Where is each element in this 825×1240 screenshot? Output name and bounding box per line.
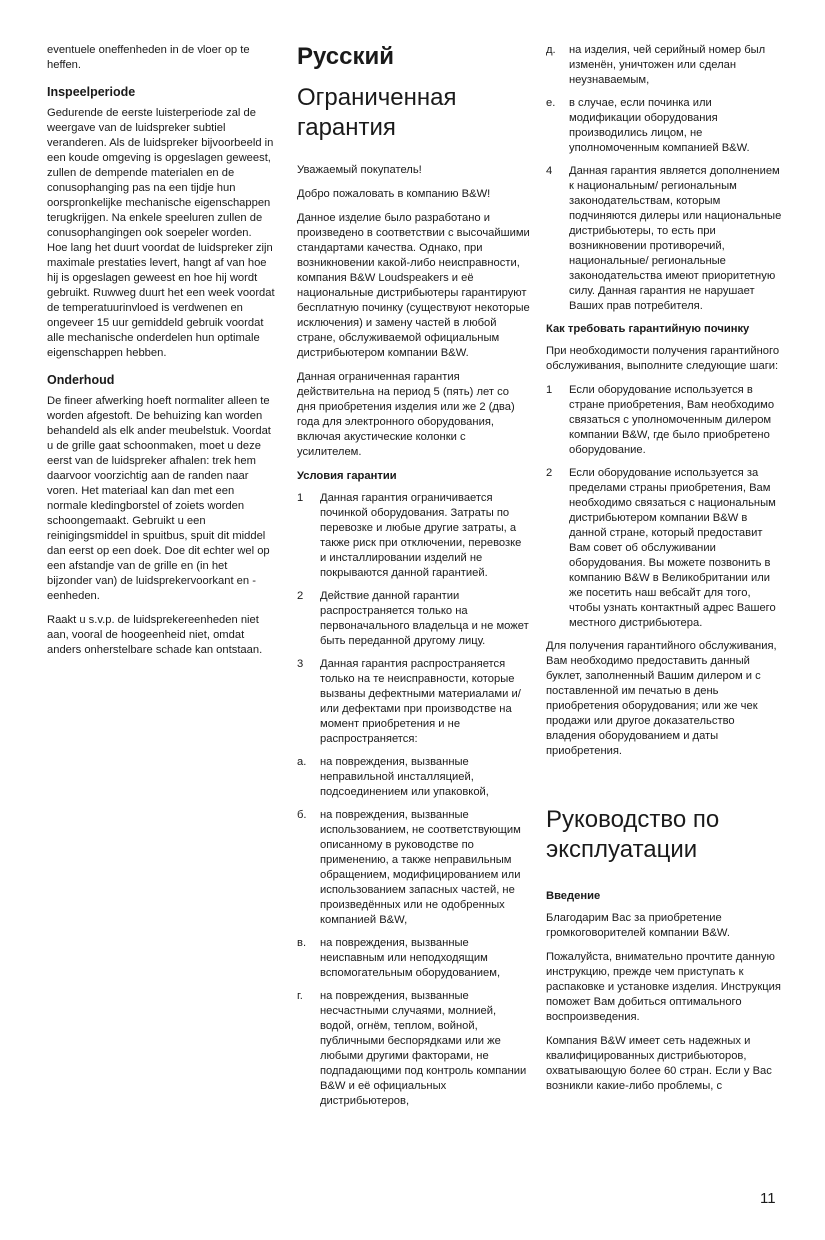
greeting-paragraph: Уважаемый покупатель! — [297, 164, 422, 176]
list-item: 1 Если оборудование используется в стране приобретения, Вам необходимо связаться с уполномоченным дилером компании B&W, где было приобретено оборудование. — [546, 384, 775, 456]
list-item: 3 Данная гарантия распространяется только на те неисправности, которые вызваны дефектными материалами и/или дефектами при производстве на момент приобретения и не распространяется: — [297, 658, 521, 745]
list-item: а. на повреждения, вызванные неправильной инсталляцией, подсоединением или упаковкой, — [297, 756, 489, 798]
warranty-intro-paragraph: Данное изделие было разработано и произведено в соответствии с высочайшими стандартами качества. Однако, при возникновении какой-либо неисправности, компания B&W Loudspeakers и её национальные дистрибьютеры гарантируют бесплатную починку (существуют некоторые исключения) и замену частей в любой стране, обслуживаемой официальным дистрибьютером компании B&W. — [297, 212, 530, 359]
paragraph-inspeelperiode: Gedurende de eerste luisterperiode zal de weergave van de luidspreker subtiel veranderen. Als de luidspreker bijvoorbeeld in een koude omgeving is opgeslagen geweest, zullen de dempende materialen en de conusophanging pas na een tijdje hun oorspronkelijke mechanische eigenschappen terugkrijgen. Na enkele speeluren zullen de conusophangingen ook soepeler worden. Hoe lang het duurt voordat de luidspreker zijn maximale prestaties levert, hangt af van hoe hij is opgeslagen geweest en hoe hij wordt gebruikt. Ruwweg duurt het een week voordat de temperatuurinvloed is verdwenen en ongeveer 15 uur gemiddeld gebruik voordat alle mechanische onderdelen hun optimale eigenschappen hebben. — [47, 107, 275, 359]
list-item: 1 Данная гарантия ограничивается починкой оборудования. Затраты по перевозке и любые другие затраты, а также риск при отключении, перевозке и инсталлировании изделий не покрываются данной гарантией. — [297, 492, 522, 579]
heading-warranty-claim: Как требовать гарантийную починку — [546, 323, 750, 335]
list-item: г. на повреждения, вызванные несчастными случаями, молнией, водой, огнём, теплом, войной, публичными беспорядками или же любыми другими факторами, не подпадающими под контроль компании B&W и её официальных дистрибьютеров, — [297, 990, 527, 1107]
service-paragraph: Для получения гарантийного обслуживания, Вам необходимо предоставить данный буклет, заполненный Вашим дилером и с поставленной им печатью в день приобретения оборудования; или же чек продажи или другое доказательство владения оборудованием и даты приобретения. — [546, 640, 777, 757]
heading-onderhoud: Onderhoud — [47, 373, 115, 387]
language-heading: Русский — [297, 43, 394, 70]
section-title-manual: Руководство по эксплуатации — [546, 806, 720, 863]
section-title-warranty: Ограниченная гарантия — [297, 84, 457, 141]
column-russian-continued — [546, 43, 782, 1103]
page-number: 11 — [760, 1190, 776, 1207]
intro-paragraph: eventuele oneffenheden in de vloer op te heffen. — [47, 44, 250, 71]
heading-introduction: Введение — [546, 890, 601, 902]
claim-intro-paragraph: При необходимости получения гарантийного обслуживания, выполните следующие шаги: — [546, 345, 780, 372]
list-item: б. на повреждения, вызванные использованием, не соответствующим описанному в руководстве по применению, а также неправильным обращением, модифицированием или использованием запасных частей, не произведённых или не одобренных компанией B&W, — [297, 809, 521, 926]
warranty-period-paragraph: Данная ограниченная гарантия действительна на период 5 (пять) лет со дня приобретения изделия или же 2 (два) года для электронного оборудования, включая акустические колонки с усилителем. — [297, 371, 515, 458]
list-item: д. на изделия, чей серийный номер был изменён, уничтожен или сделан неузнаваемым, — [546, 44, 766, 86]
paragraph-onderhoud-1: De fineer afwerking hoeft normaliter alleen te worden afgestoft. De behuizing kan worden behandeld als elk ander meubelstuk. Voordat u de grille gaat schoonmaken, moet u deze eerst van de luidspreker afhalen: trek hem daarvoor voorzichtig aan de randen naar voren. Het materiaal kan dan met een normale kledingborstel of zoiets worden schoongemaakt. Gebruikt u een reinigingsmiddel in spuitbus, spuit dit middel dan eerst op een doek. Doe dit echter wel op een afstandje van de grille en (in het bijzonder van) de luidsprekervoorkant en -eenheden. — [47, 395, 271, 602]
welcome-paragraph: Добро пожаловать в компанию B&W! — [297, 188, 491, 200]
list-item: 4 Данная гарантия является дополнением к национальным/ региональным законодательствам, которым подчиняются дилеры или национальные дистрибьютеры, то есть при возникновении противоречий, национальные/ региональные законодательства имеют приоритетную силу. Данная гарантия не нарушает Ваших прав потребителя. — [546, 165, 782, 312]
column-russian-warranty — [297, 43, 530, 1117]
intro-paragraph-1: Благодарим Вас за приобретение громкоговорителей компании B&W. — [546, 912, 730, 939]
list-item: 2 Если оборудование используется за пределами страны приобретения, Вам необходимо связаться с национальным дистрибьютером компании B&W в данной стране, который предоставит Вам совет об обслуживании оборудования. Вы можете позвонить в компанию B&W в Великобритании или же посетить наш вебсайт для того, чтобы узнать контактный адрес Вашего местного дистрибьютера. — [546, 467, 776, 629]
list-item: е. в случае, если починка или модификации оборудования производились лицом, не уполномоченным компанией B&W. — [546, 97, 750, 154]
intro-paragraph-3: Компания B&W имеет сеть надежных и квалифицированных дистрибьюторов, охватывающую более 60 стран. Если у Вас возникли какие-либо проблемы, с — [546, 1035, 772, 1092]
paragraph-onderhoud-2: Raakt u s.v.p. de luidsprekereenheden niet aan, vooral de hoogeenheid niet, omdat anders onherstelbare schade kan ontstaan. — [47, 614, 263, 656]
heading-inspeelperiode: Inspeelperiode — [47, 85, 136, 99]
heading-warranty-conditions: Условия гарантии — [297, 470, 397, 482]
intro-paragraph-2: Пожалуйста, внимательно прочтите данную инструкцию, прежде чем приступать к распаковке и установке изделия. Инструкция поможет Вам добиться оптимального воспроизведения. — [546, 951, 781, 1023]
list-item: 2 Действие данной гарантии распространяется только на первоначального владельца и не может быть переданной другому лицу. — [297, 590, 529, 647]
column-dutch — [47, 43, 275, 667]
list-item: в. на повреждения, вызванные неиспавным или неподходящим вспомогательным оборудованием, — [297, 937, 501, 979]
